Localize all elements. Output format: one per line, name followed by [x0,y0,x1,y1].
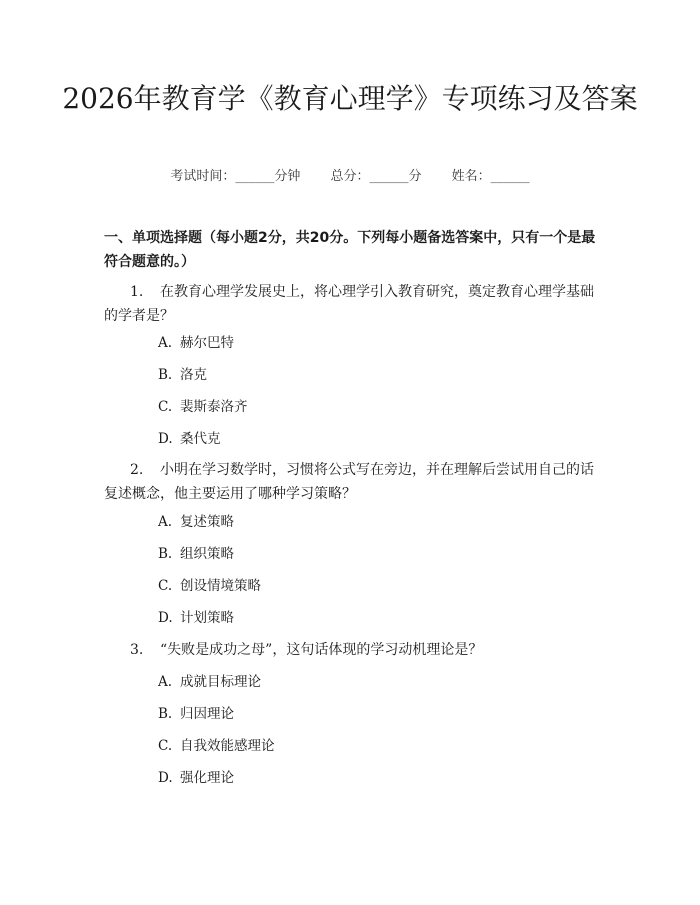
option-3d [158,768,234,788]
option-letter: D. [158,770,173,786]
exam-time-field: 考试时间：______分钟 [170,169,301,184]
option-letter: C. [158,738,173,754]
option-2d [158,608,234,628]
option-text: 桑代克 [180,431,221,447]
option-1c [158,397,248,417]
option-letter: C. [158,399,173,415]
question-text: 小明在学习数学时，习惯将公式写在旁边，并在理解后尝试用自己的话复述概念，他主要运用了哪种学习策略？ [104,462,594,502]
document-title: 2026年教育学《教育心理学》专项练习及答案 [62,82,638,115]
question-text: 在教育心理学发展史上，将心理学引入教育研究，奠定教育心理学基础的学者是？ [104,284,594,324]
question-1 [104,280,604,328]
option-letter: D. [158,610,173,626]
option-letter: B. [158,367,173,383]
option-text: 创设情境策略 [180,578,261,594]
exam-info-line [0,167,700,187]
option-3b [158,704,234,724]
option-text: 复述策略 [180,514,234,530]
option-text: 赫尔巴特 [180,335,234,351]
option-letter: A. [158,335,173,351]
option-1d [158,429,221,449]
option-letter: D. [158,431,173,447]
name-field: 姓名：______ [451,169,530,184]
option-letter: B. [158,706,173,722]
question-number: 1. [130,284,144,300]
option-1b [158,365,207,385]
option-3c [158,736,275,756]
option-text: 洛克 [180,367,207,383]
option-3a [158,672,261,692]
option-2b [158,544,234,564]
section-heading: 一、单项选择题（每小题2分，共20分。下列每小题备选答案中，只有一个是最符合题意的。） [104,230,596,270]
option-letter: A. [158,514,173,530]
option-text: 成就目标理论 [180,674,261,690]
question-2 [104,458,604,506]
question-number: 2. [130,462,144,478]
question-3 [104,638,604,662]
option-text: 计划策略 [180,610,234,626]
option-text: 归因理论 [180,706,234,722]
option-2a [158,512,234,532]
question-text: “失败是成功之母”，这句话体现的学习动机理论是？ [160,642,483,658]
total-score-field: 总分：______分 [330,169,422,184]
option-letter: A. [158,674,173,690]
option-letter: C. [158,578,173,594]
option-text: 自我效能感理论 [180,738,275,754]
question-number: 3. [130,642,144,658]
option-2c [158,576,261,596]
option-text: 组织策略 [180,546,234,562]
option-letter: B. [158,546,173,562]
option-text: 裴斯泰洛齐 [180,399,248,415]
option-text: 强化理论 [180,770,234,786]
option-1a [158,333,234,353]
